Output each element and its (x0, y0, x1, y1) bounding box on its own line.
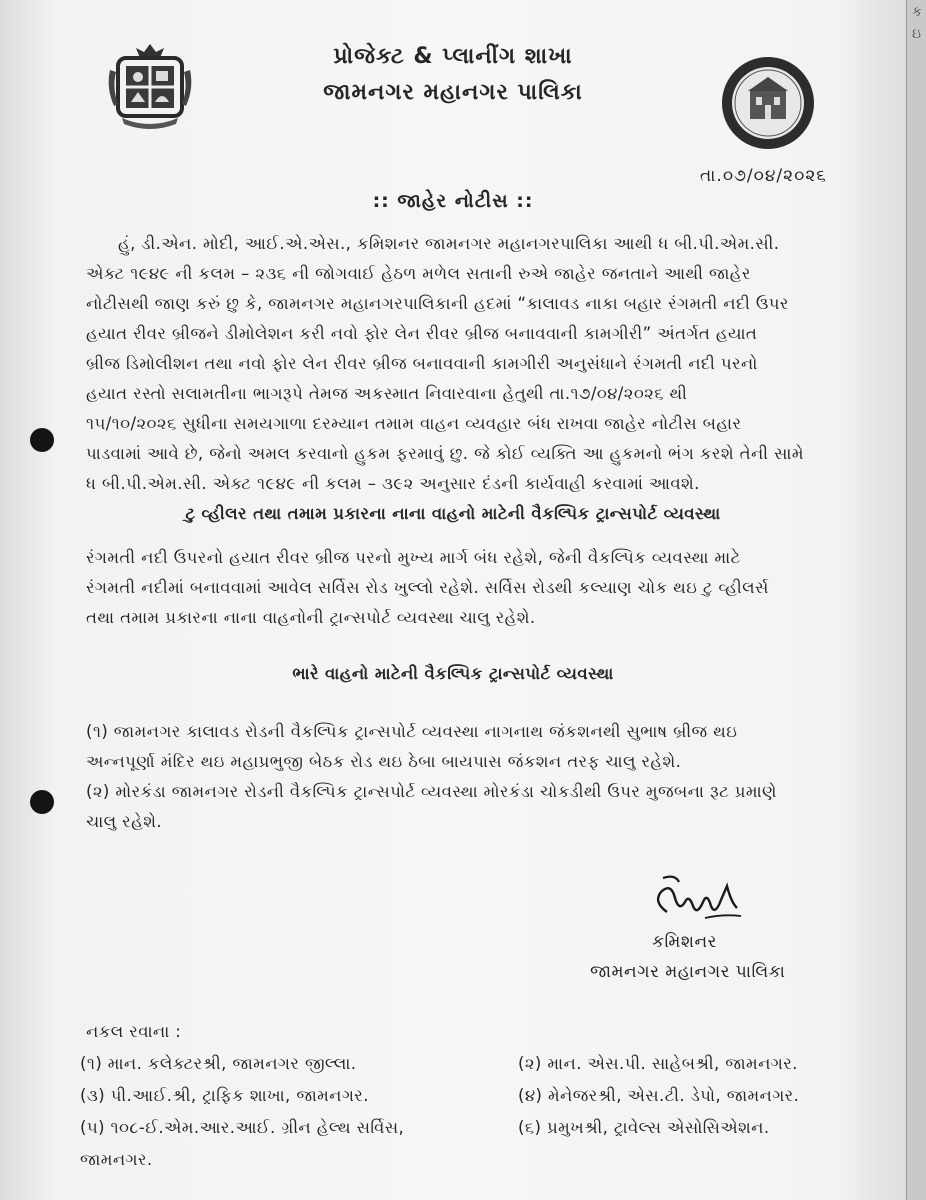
body-line: પાડવામાં આવે છે, જેનો અમલ કરવાનો હુકમ ફરમાવું છુ. જે કોઈ વ્યક્તિ આ હુકમનો ભંગ કરશે તેની સામે (86, 444, 804, 463)
copy-recipient: (૧) માન. કલેક્ટરશ્રી, જામનગર જીલ્લા. (80, 1054, 357, 1073)
route-line: ચાલુ રહેશે. (86, 812, 162, 831)
body-line: હું, ડી.એન. મોદી, આઈ.એ.એસ., કમિશનર જામનગર મહાનગરપાલિકા આથી ધ બી.પી.એમ.સી. (118, 234, 780, 253)
body-line: હયાત રીવર બ્રીજને ડીમોલેશન કરી નવો ફોર લેન રીવર બ્રીજ બનાવવાની કામગીરી” અંતર્ગત હયાત (86, 324, 758, 343)
copy-recipient: (૩) પી.આઈ.શ્રી, ટ્રાફિક શાખા, જામનગર. (80, 1086, 369, 1105)
section-line: તથા તમામ પ્રકારના નાના વાહનોની ટ્રાન્સપોર્ટ વ્યવસ્થા ચાલુ રહેશે. (86, 608, 536, 627)
edge-mark: ઇ (912, 26, 922, 42)
section-line: રંગમતી નદીમાં બનાવવામાં આવેલ સર્વિસ રોડ ખુલ્લો રહેશે. સર્વિસ રોડથી કલ્યાણ ચોક થઇ ટુ વ્હીલર્સ (86, 578, 769, 597)
signatory-organization: જામનગર મહાનગર પાલિકા (590, 962, 786, 982)
notice-date: તા.૦૭/૦૪/૨૦૨૬ (700, 166, 827, 186)
organization-name: જામનગર મહાનગર પાલિકા (323, 80, 583, 105)
copy-recipient-continuation: જામનગર. (80, 1150, 153, 1169)
copy-to-label: નકલ રવાના : (86, 1022, 182, 1041)
body-line: નોટીસથી જાણ કરું છુ કે, જામનગર મહાનગરપાલિકાની હદમાં “કાલાવડ નાકા બહાર રંગમતી નદી ઉપર (86, 294, 789, 313)
punch-hole (30, 790, 54, 814)
signature-icon (645, 872, 745, 932)
page-edge (906, 0, 926, 1200)
section-heading-heavy-vehicles: ભારે વાહનો માટેની વૈકલ્પિક ટ્રાન્સપોર્ટ વ્યવસ્થા (292, 664, 614, 683)
route-line: (૨) મોરકંડા જામનગર રોડની વૈકલ્પિક ટ્રાન્સપોર્ટ વ્યવસ્થા મોરકંડા ચોકડીથી ઉપર મુજબના રૂટ પ્રમાણે (86, 782, 777, 801)
body-line: હયાત રસ્તો સલામતીના ભાગરૂપે તેમજ અકસ્માત નિવારવાના હેતુથી તા.૧૭/૦૪/૨૦૨૬ થી (86, 384, 688, 403)
department-name: પ્રોજેક્ટ & પ્લાનીંગ શાખા (333, 44, 573, 69)
route-line: (૧) જામનગર કાલાવડ રોડની વૈકલ્પિક ટ્રાન્સપોર્ટ વ્યવસ્થા નાગનાથ જંકશનથી સુભાષ બ્રીજ થઇ (86, 722, 738, 741)
edge-mark: ક (912, 4, 922, 20)
signatory-designation: કમિશનર (652, 932, 717, 952)
punch-hole (30, 428, 54, 452)
route-line: અન્નપૂર્ણા મંદિર થઇ મહાપ્રભુજી બેઠક રોડ થઇ ઠેબા બાયપાસ જંકશન તરફ ચાલુ રહેશે. (86, 752, 682, 771)
section-line: રંગમતી નદી ઉપરનો હયાત રીવર બ્રીજ પરનો મુખ્ય માર્ગ બંધ રહેશે, જેની વૈકલ્પિક વ્યવસ્થા માટે (86, 548, 741, 567)
section-heading-two-wheeler: ટુ વ્હીલર તથા તમામ પ્રકારના નાના વાહનો માટેની વૈકલ્પિક ટ્રાન્સપોર્ટ વ્યવસ્થા (185, 504, 721, 523)
copy-recipient: (૫) ૧૦૮-ઈ.એમ.આર.આઈ. ગ્રીન હેલ્થ સર્વિસ, (80, 1118, 405, 1137)
body-line: ૧૫/૧૦/૨૦૨૬ સુધીના સમયગાળા દરમ્યાન તમામ વાહન વ્યવહાર બંધ રાખવા જાહેર નોટીસ બહાર (86, 414, 742, 433)
body-line: એક્ટ ૧૯૪૯ ની કલમ – ૨૩૬ ની જોગવાઈ હેઠળ મળેલ સતાની રુએ જાહેર જનતાને આથી જાહેર (86, 264, 751, 283)
body-line: બ્રીજ ડિમોલીશન તથા નવો ફોર લેન રીવર બ્રીજ બનાવવાની કામગીરી અનુસંધાને રંગમતી નદી પરનો (86, 354, 758, 373)
circular-seal-icon (720, 55, 816, 151)
notice-title: :: જાહેર નોટીસ :: (372, 190, 534, 212)
body-line: ધ બી.પી.એમ.સી. એક્ટ ૧૯૪૯ ની કલમ – ૩૯૨ અનુસાર દંડની કાર્યવાહી કરવામાં આવશે. (86, 474, 700, 493)
copy-recipient: (૪) મેનેજરશ્રી, એસ.ટી. ડેપો, જામનગર. (518, 1086, 800, 1105)
copy-recipient: (૨) માન. એસ.પી. સાહેબશ્રી, જામનગર. (518, 1054, 798, 1073)
copy-recipient: (૬) પ્રમુખશ્રી, ટ્રાવેલ્સ એસોસિએશન. (518, 1118, 770, 1137)
